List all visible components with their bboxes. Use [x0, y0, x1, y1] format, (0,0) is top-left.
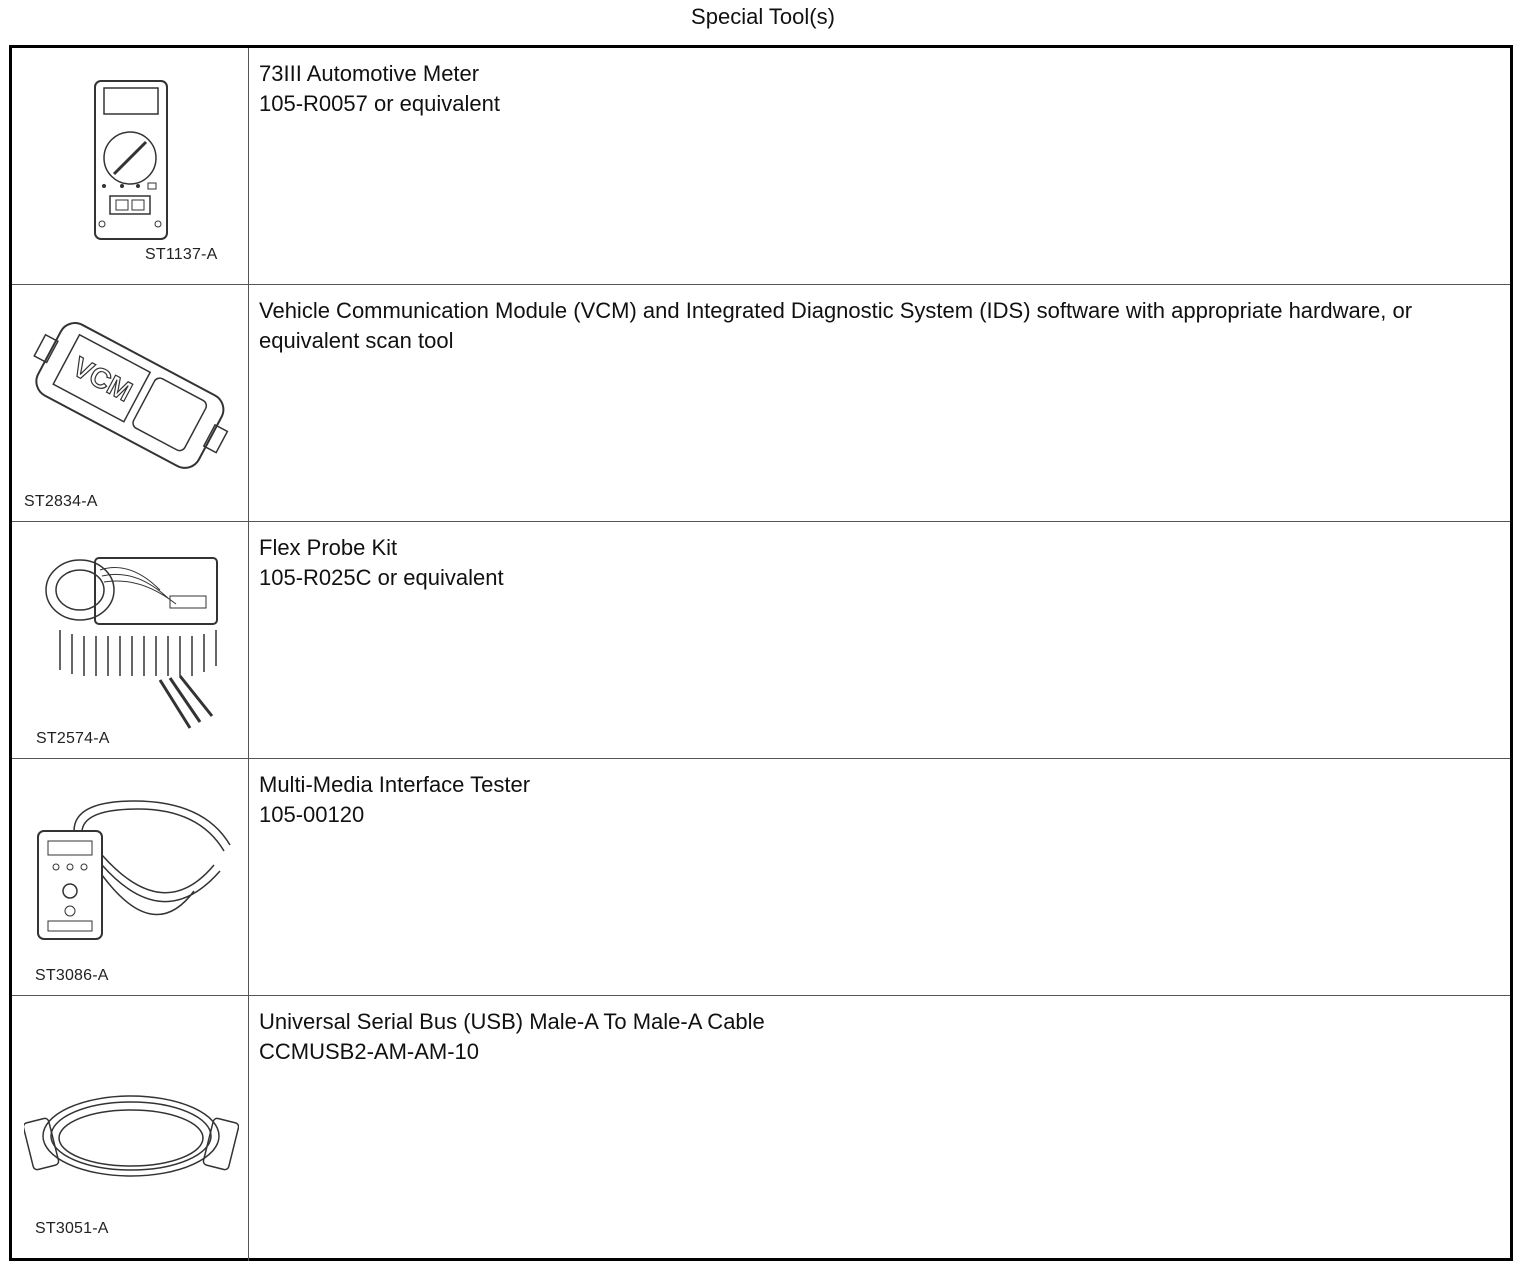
tool-image-cell — [12, 48, 249, 284]
svg-text:VCM: VCM — [67, 350, 138, 408]
page-title: Special Tool(s) — [691, 4, 835, 29]
tool-code: ST3086-A — [35, 967, 109, 984]
tool-image-cell — [12, 759, 249, 995]
tool-row — [12, 996, 1510, 1261]
tool-description-cell — [250, 759, 1510, 995]
tool-image-cell — [12, 996, 249, 1261]
tool-name: Flex Probe Kit — [259, 535, 398, 560]
flex-probe-kit-icon — [40, 550, 225, 735]
tool-part-number: 105-00120 — [259, 802, 365, 827]
tool-code: ST1137-A — [145, 246, 218, 263]
tool-part-number: 105-R0057 or equivalent — [259, 91, 500, 116]
tool-code: ST2834-A — [24, 493, 98, 510]
tool-name: Universal Serial Bus (USB) Male-A To Male-A Cable — [259, 1009, 765, 1034]
tool-part-number: CCMUSB2-AM-AM-10 — [259, 1039, 480, 1064]
tool-description-cell — [250, 48, 1510, 284]
interface-tester-icon — [34, 795, 234, 945]
tool-row — [12, 285, 1510, 522]
tool-image-cell — [12, 285, 249, 521]
tool-name: Multi-Media Interface Tester — [259, 772, 531, 797]
tool-row — [12, 759, 1510, 996]
tool-code: ST3051-A — [35, 1220, 109, 1237]
tool-code: ST2574-A — [36, 730, 110, 747]
tool-name: Vehicle Communication Module (VCM) and Integrated Diagnostic System (IDS) software with appropriate hardware, or equivalent scan tool — [259, 298, 1413, 353]
vcm-module-icon — [27, 307, 232, 482]
tool-image-cell — [12, 522, 249, 758]
tool-description-cell — [250, 996, 1510, 1261]
special-tools-table — [9, 45, 1513, 1261]
tool-name: 73III Automotive Meter — [259, 61, 480, 86]
tool-description-cell — [250, 285, 1510, 521]
tool-part-number: 105-R025C or equivalent — [259, 565, 504, 590]
tool-row — [12, 522, 1510, 759]
usb-cable-icon — [24, 1076, 239, 1196]
tool-description-cell — [250, 522, 1510, 758]
tool-row — [12, 48, 1510, 285]
multimeter-icon — [92, 78, 172, 243]
